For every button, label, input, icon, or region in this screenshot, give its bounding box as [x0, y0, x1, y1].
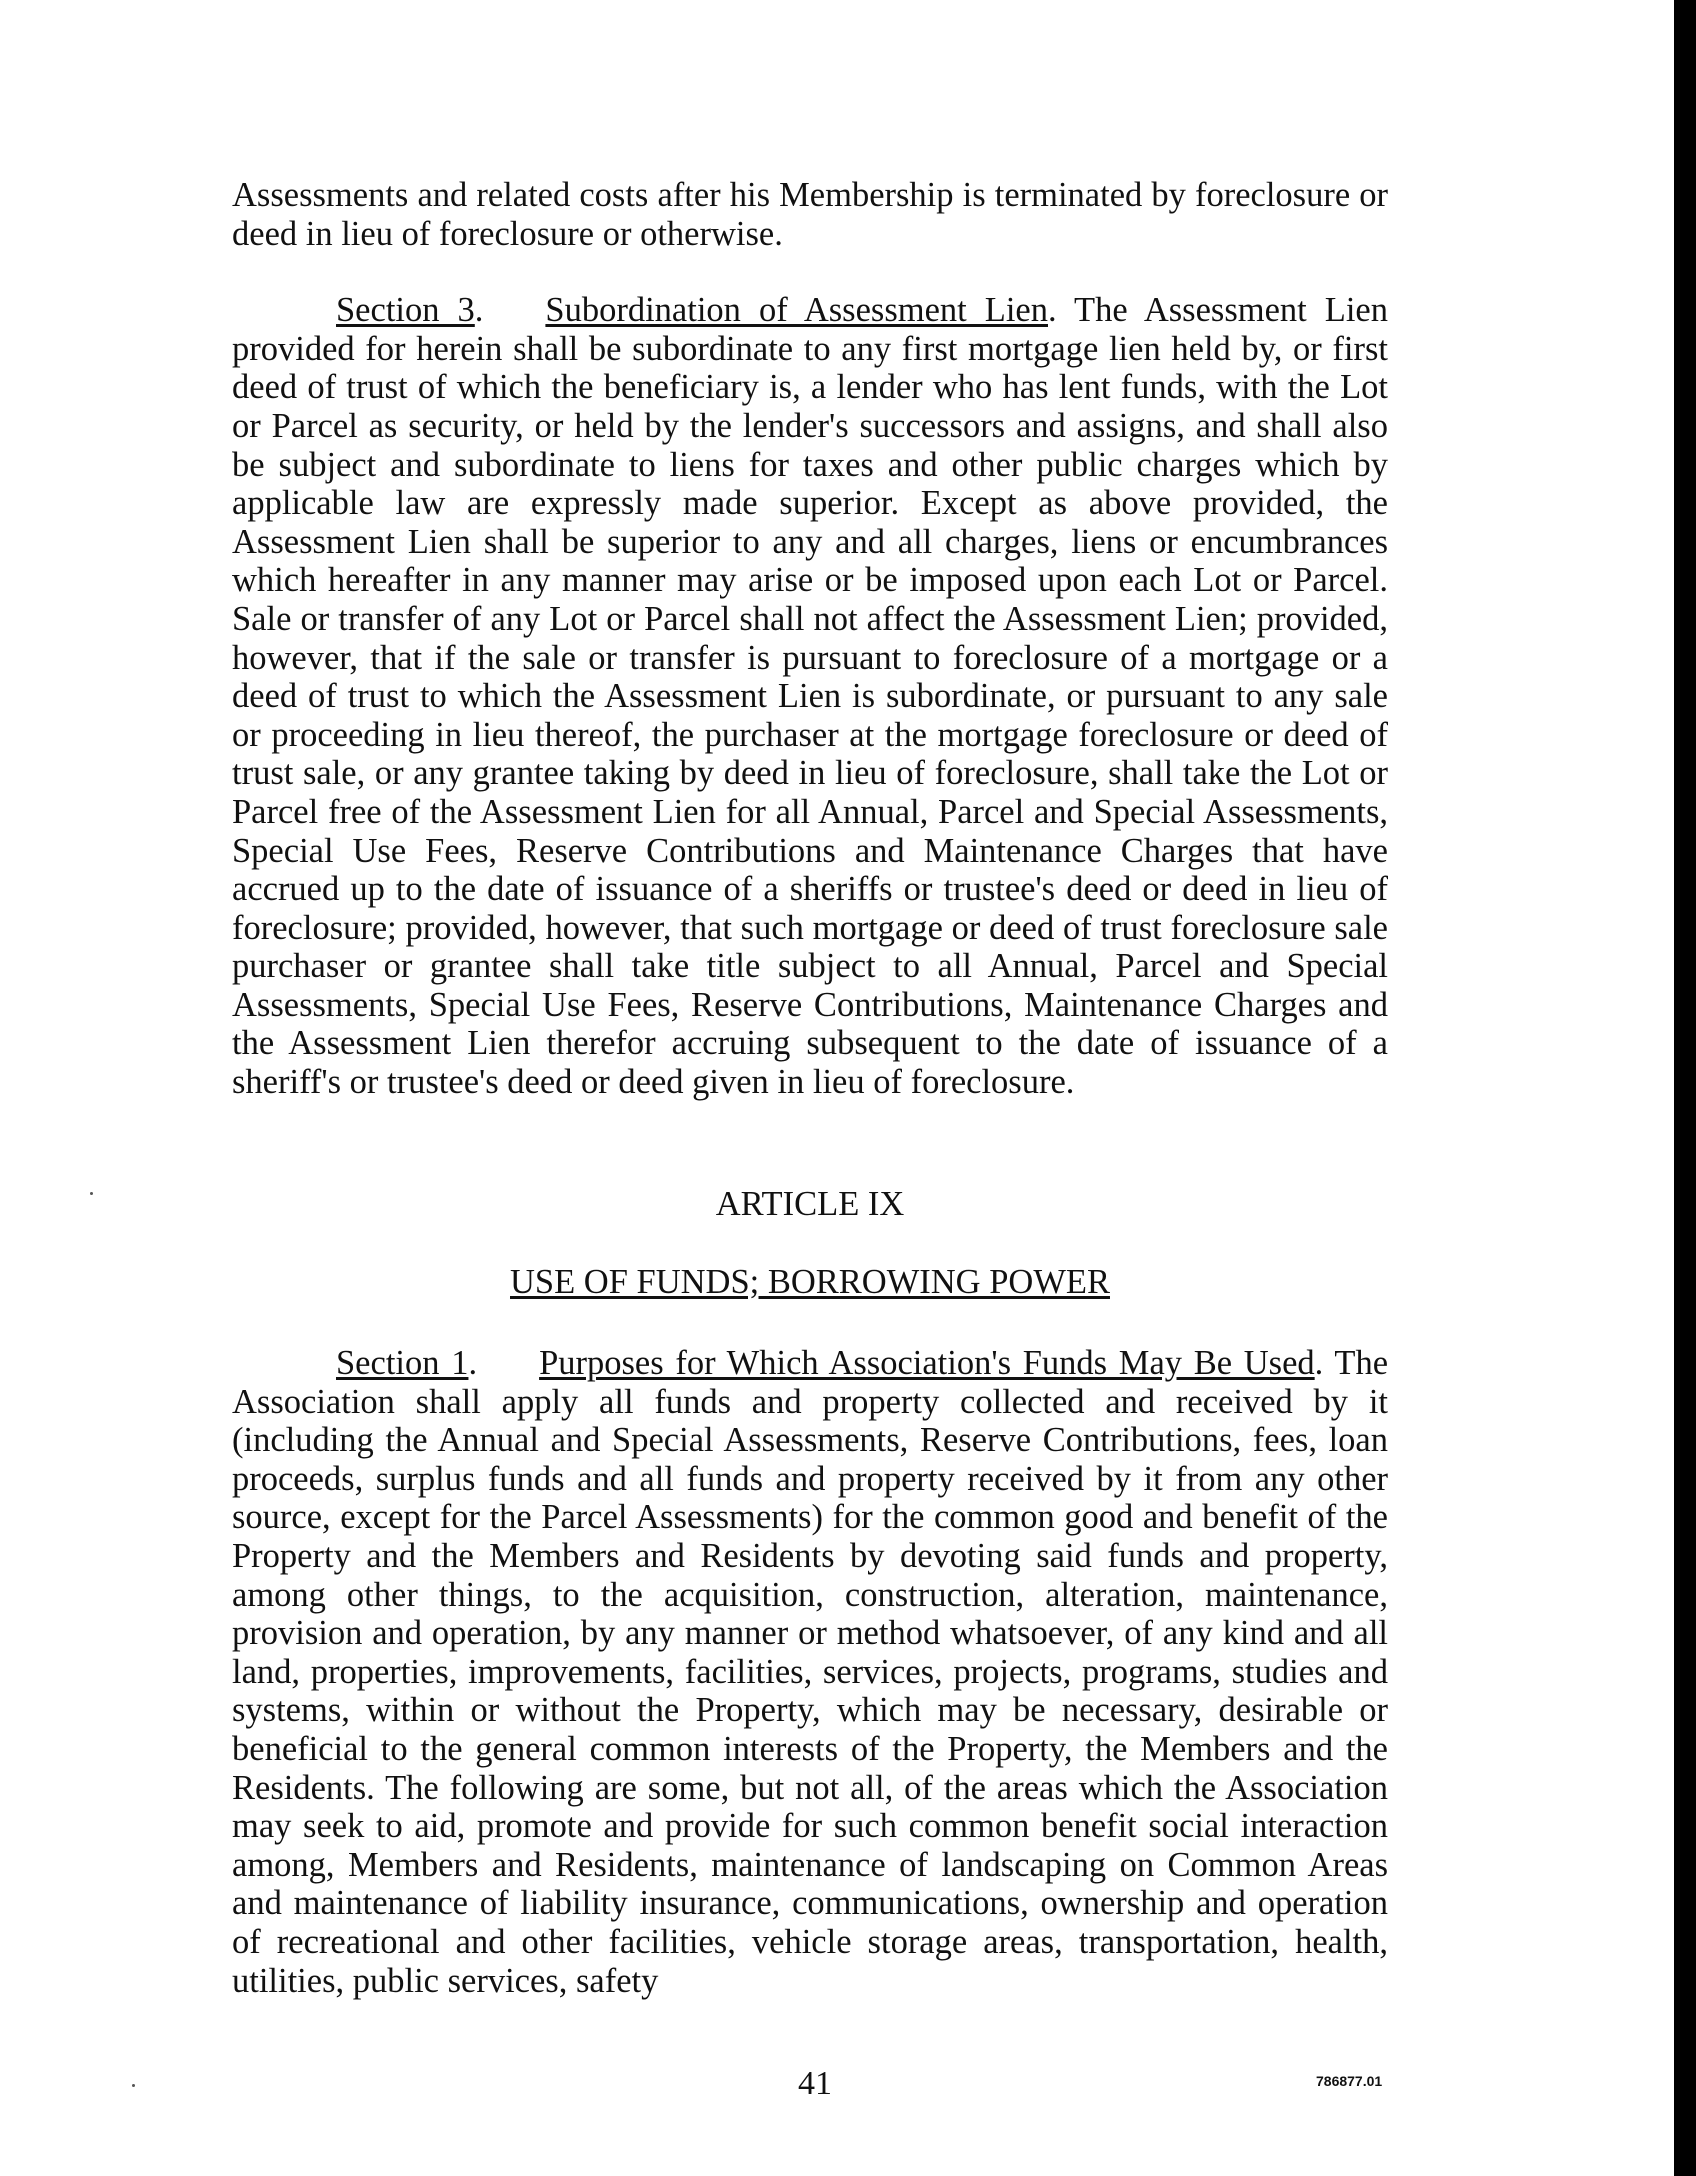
scan-speck [132, 2084, 135, 2087]
text-block-top [232, 176, 1388, 1102]
section-3-paragraph: Section 3. Subordination of Assessment Lien. The Assessment Lien provided for herein shall be subordinate to any first mortgage lien held by, or first deed of trust of which the beneficiary is, a lender who has lent funds, with the Lot or Parcel as security, or held by the lender's successors and assigns, and shall also be subject and subordinate to liens for taxes and other public charges which by applicable law are expressly made superior. Except as above provided, the Assessment Lien shall be superior to any and all charges, liens or encumbrances which hereafter in any manner may arise or be imposed upon each Lot or Parcel. Sale or transfer of any Lot or Parcel shall not affect the Assessment Lien; provided, however, that if the sale or transfer is pursuant to foreclosure of a mortgage or a deed of trust to which the Assessment Lien is subordinate, or pursuant to any sale or proceeding in lieu thereof, the purchaser at the mortgage foreclosure or deed of trust sale, or any grantee taking by deed in lieu of foreclosure, shall take the Lot or Parcel free of the Assessment Lien for all Annual, Parcel and Special Assessments, Special Use Fees, Reserve Contributions and Maintenance Charges that have accrued up to the date of issuance of a sheriffs or trustee's deed or deed in lieu of foreclosure; provided, however, that such mortgage or deed of trust foreclosure sale purchaser or grantee shall take title subject to all Annual, Parcel and Special Assessments, Special Use Fees, Reserve Contributions, Maintenance Charges and the Assessment Lien therefor accruing subsequent to the date of issuance of a sheriff's or trustee's deed or deed given in lieu of foreclosure. [232, 291, 1388, 1102]
section-3-title: Subordination of Assessment Lien [545, 291, 1048, 330]
scan-speck [90, 1192, 93, 1195]
section-3-body: The Assessment Lien provided for herein shall be subordinate to any first mortgage lien held by, or first deed of trust of which the beneficiary is, a lender who has lent funds, with the Lot or Parcel as security, or held by the lender's successors and assigns, and shall also be subject and subordinate to liens for taxes and other public charges which by applicable law are expressly made superior. Except as above provided, the Assessment Lien shall be superior to any and all charges, liens or encumbrances which hereafter in any manner may arise or be imposed upon each Lot or Parcel. Sale or transfer of any Lot or Parcel shall not affect the Assessment Lien; provided, however, that if the sale or transfer is pursuant to foreclosure of a mortgage or a deed of trust to which the Assessment Lien is subordinate, or pursuant to any sale or proceeding in lieu thereof, the purchaser at the mortgage foreclosure or deed of trust sale, or any grantee taking by deed in lieu of foreclosure, shall take the Lot or Parcel free of the Assessment Lien for all Annual, Parcel and Special Assessments, Special Use Fees, Reserve Contributions and Maintenance Charges that have accrued up to the date of issuance of a sheriffs or trustee's deed or deed in lieu of foreclosure; provided, however, that such mortgage or deed of trust foreclosure sale purchaser or grantee shall take title subject to all Annual, Parcel and Special Assessments, Special Use Fees, Reserve Contributions, Maintenance Charges and the Assessment Lien therefor accruing subsequent to the date of issuance of a sheriff's or trustee's deed or deed given in lieu of foreclosure. [232, 291, 1388, 1102]
page-number: 41 [798, 2065, 832, 2102]
section-1-body: The Association shall apply all funds and property collected and received by it (including the Annual and Special Assessments, Reserve Contributions, fees, loan proceeds, surplus funds and all funds and property received by it from any other source, except for the Parcel Assessments) for the common good and benefit of the Property and the Members and Residents by devoting said funds and property, among other things, to the acquisition, construction, alteration, maintenance, provision and operation, by any manner or method whatsoever, of any kind and all land, properties, improvements, facilities, services, projects, programs, studies and systems, within or without the Property, which may be necessary, desirable or beneficial to the general common interests of the Property, the Members and the Residents. The following are some, but not all, of the areas which the Association may seek to aid, promote and provide for such common benefit social interaction among, Members and Residents, maintenance of landscaping on Common Areas and maintenance of liability insurance, communications, ownership and operation of recreational and other facilities, vehicle storage areas, transportation, health, utilities, public services, safety [232, 1344, 1389, 2000]
section-1-number: Section 1 [336, 1344, 469, 1382]
text-block-bottom [232, 1344, 1388, 2000]
section-1-title: Purposes for Which Association's Funds May Be Used [539, 1344, 1315, 1382]
document-code: 786877.01 [1316, 2073, 1383, 2089]
scan-edge-bar [1674, 0, 1696, 2176]
article-number-heading: ARTICLE IX [715, 1185, 905, 1223]
section-3-number: Section 3 [336, 291, 475, 330]
continuation-paragraph: Assessments and related costs after his Membership is terminated by foreclosure or deed in lieu of foreclosure or otherwise. [232, 176, 1388, 253]
article-title-heading: USE OF FUNDS; BORROWING POWER [510, 1263, 1110, 1301]
section-1-paragraph: Section 1. Purposes for Which Association's Funds May Be Used. The Association shall apply all funds and property collected and received by it (including the Annual and Special Assessments, Reserve Contributions, fees, loan proceeds, surplus funds and all funds and property received by it from any other source, except for the Parcel Assessments) for the common good and benefit of the Property and the Members and Residents by devoting said funds and property, among other things, to the acquisition, construction, alteration, maintenance, provision and operation, by any manner or method whatsoever, of any kind and all land, properties, improvements, facilities, services, projects, programs, studies and systems, within or without the Property, which may be necessary, desirable or beneficial to the general common interests of the Property, the Members and the Residents. The following are some, but not all, of the areas which the Association may seek to aid, promote and provide for such common benefit social interaction among, Members and Residents, maintenance of landscaping on Common Areas and maintenance of liability insurance, communications, ownership and operation of recreational and other facilities, vehicle storage areas, transportation, health, utilities, public services, safety [232, 1344, 1389, 2000]
